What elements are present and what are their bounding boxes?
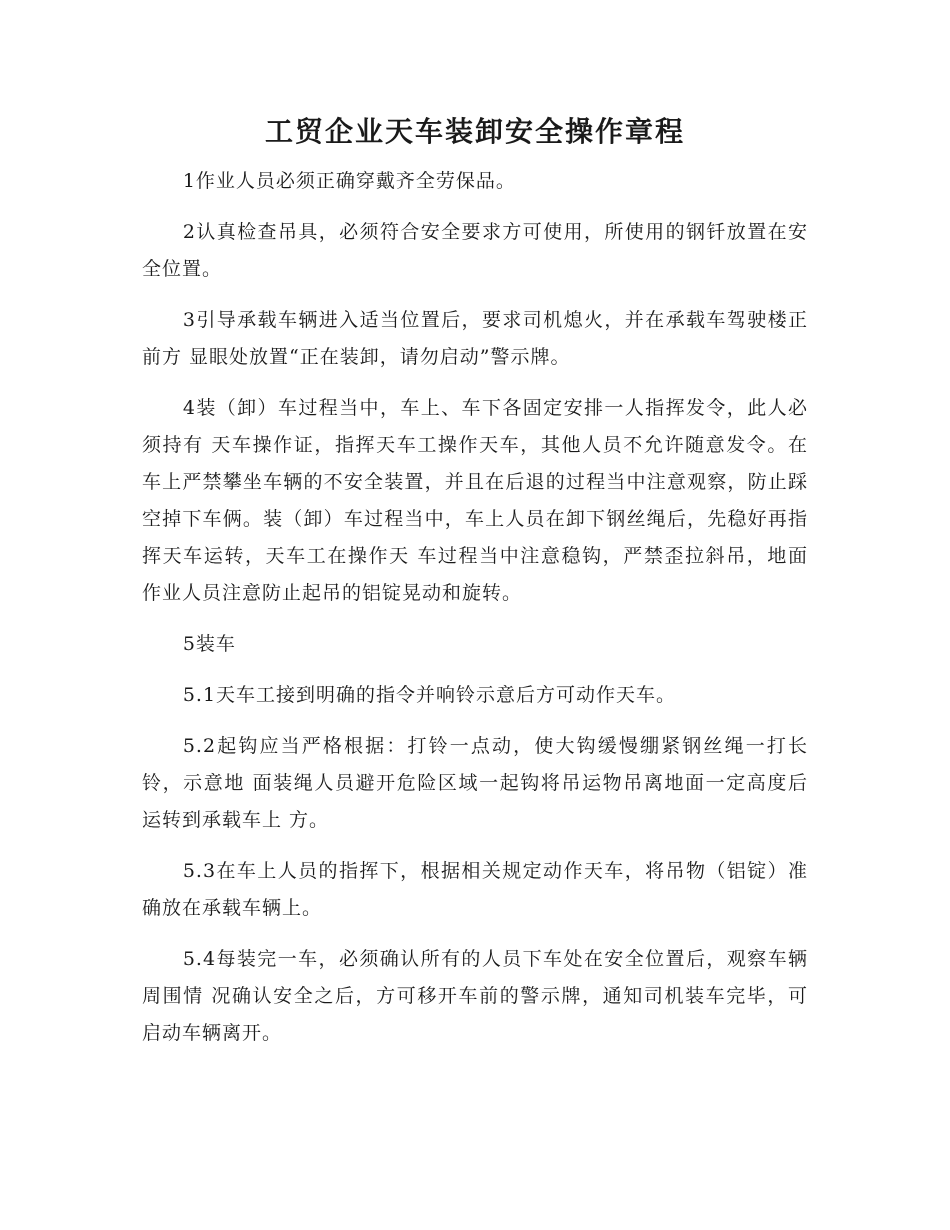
paragraph-2: 2认真检查吊具，必须符合安全要求方可使用，所使用的钢钎放置在安全位置。 (142, 221, 808, 280)
paragraph-4: 4装（卸）车过程当中，车上、车下各固定安排一人指挥发令，此人必须持有 天车操作证，指挥天车工操作天车，其他人员不允许随意发令。在车上严禁攀坐车辆的不安全装置，并且在后退的过程当中注意观察，防止踩空掉下车俩。装（卸）车过程当中，车上人员在卸下钢丝绳后，先稳好再指挥天车运转，天车工在操作天 车过程当中注意稳钩，严禁歪拉斜吊，地面作业人员注意防止起吊的铝锭晃动和旋转。 (142, 397, 808, 604)
document-title: 工贸企业天车装卸安全操作章程 (264, 115, 685, 148)
section-heading-5: 5装车 (182, 633, 236, 655)
paragraph-5-4: 5.4每装完一车，必须确认所有的人员下车处在安全位置后，观察车辆周围情 况确认安全之后，方可移开车前的警示牌，通知司机装车完毕，可启动车辆离开。 (142, 948, 808, 1044)
paragraph-5-2: 5.2起钩应当严格根据：打铃一点动，使大钩缓慢绷紧钢丝绳一打长铃，示意地 面装绳人员避开危险区域一起钩将吊运物吊离地面一定高度后运转到承载车上 方。 (142, 735, 808, 831)
paragraph-5-1: 5.1天车工接到明确的指令并响铃示意后方可动作天车。 (182, 684, 677, 706)
paragraph-5-3: 5.3在车上人员的指挥下，根据相关规定动作天车，将吊物（铝锭）准确放在承载车辆上。 (142, 860, 808, 919)
paragraph-1: 1作业人员必须正确穿戴齐全劳保品。 (182, 170, 516, 192)
paragraph-3: 3引导承载车辆进入适当位置后，要求司机熄火，并在承载车驾驶楼正前方 显眼处放置“正在装卸，请勿启动”警示牌。 (142, 309, 808, 368)
document-body (142, 163, 808, 1066)
